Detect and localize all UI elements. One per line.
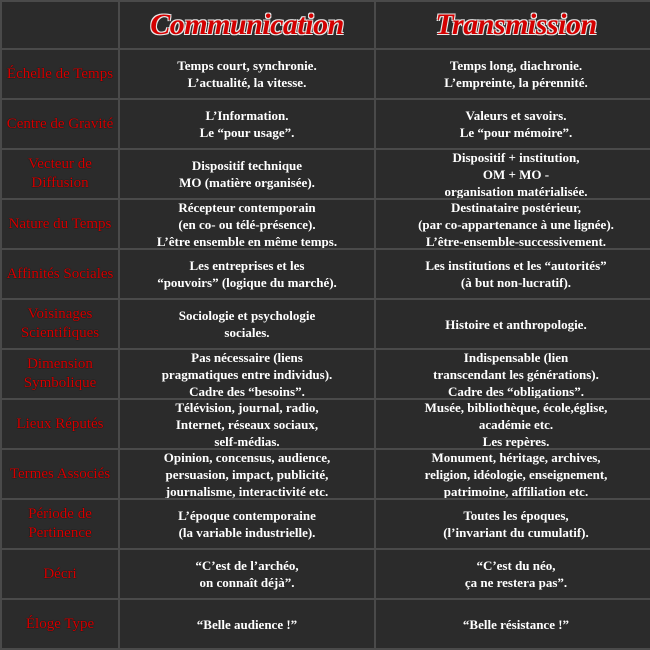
row-label: Décri: [2, 550, 118, 598]
transmission-cell: Toutes les époques, (l’invariant du cumulatif).: [376, 500, 650, 548]
transmission-cell: Histoire et anthropologie.: [376, 300, 650, 348]
transmission-cell: Dispositif + institution, OM + MO - organisation matérialisée.: [376, 150, 650, 198]
communication-cell: Sociologie et psychologie sociales.: [120, 300, 374, 348]
transmission-cell: Valeurs et savoirs. Le “pour mémoire”.: [376, 100, 650, 148]
transmission-cell: Destinataire postérieur, (par co-appartenance à une lignée). L’être-ensemble-successivement.: [376, 200, 650, 248]
communication-cell: L’Information. Le “pour usage”.: [120, 100, 374, 148]
row-label: Affinités Sociales: [2, 250, 118, 298]
communication-cell: Opinion, concensus, audience, persuasion, impact, publicité, journalisme, interactivité etc.: [120, 450, 374, 498]
transmission-cell: Les institutions et les “autorités” (à but non-lucratif).: [376, 250, 650, 298]
communication-cell: “C’est de l’archéo, on connaît déjà”.: [120, 550, 374, 598]
communication-cell: Les entreprises et les “pouvoirs” (logique du marché).: [120, 250, 374, 298]
row-label: Nature du Temps: [2, 200, 118, 248]
communication-cell: L’époque contemporaine (la variable industrielle).: [120, 500, 374, 548]
row-label: Lieux Réputés: [2, 400, 118, 448]
transmission-cell: Indispensable (lien transcendant les générations). Cadre des “obligations”.: [376, 350, 650, 398]
communication-cell: Pas nécessaire (liens pragmatiques entre individus). Cadre des “besoins”.: [120, 350, 374, 398]
transmission-cell: “C’est du néo, ça ne restera pas”.: [376, 550, 650, 598]
transmission-cell: Monument, héritage, archives, religion, idéologie, enseignement, patrimoine, affiliation etc.: [376, 450, 650, 498]
row-label: Éloge Type: [2, 600, 118, 648]
row-label: Voisinages Scientifiques: [2, 300, 118, 348]
header-transmission: Transmission: [376, 2, 650, 48]
communication-cell: Dispositif technique MO (matière organisée).: [120, 150, 374, 198]
header-communication: Communication: [120, 2, 374, 48]
row-label: Échelle de Temps: [2, 50, 118, 98]
communication-cell: “Belle audience !”: [120, 600, 374, 648]
row-label: Période de Pertinence: [2, 500, 118, 548]
transmission-cell: Musée, bibliothèque, école,église, académie etc. Les repères.: [376, 400, 650, 448]
communication-cell: Récepteur contemporain (en co- ou télé-présence). L’être ensemble en même temps.: [120, 200, 374, 248]
transmission-cell: Temps long, diachronie. L’empreinte, la pérennité.: [376, 50, 650, 98]
row-label: Vecteur de Diffusion: [2, 150, 118, 198]
row-label: Dimension Symbolique: [2, 350, 118, 398]
transmission-cell: “Belle résistance !”: [376, 600, 650, 648]
row-label: Termes Associés: [2, 450, 118, 498]
communication-cell: Télévision, journal, radio, Internet, réseaux sociaux, self-médias.: [120, 400, 374, 448]
communication-cell: Temps court, synchronie. L’actualité, la vitesse.: [120, 50, 374, 98]
row-label: Centre de Gravité: [2, 100, 118, 148]
corner-cell: [2, 2, 118, 48]
